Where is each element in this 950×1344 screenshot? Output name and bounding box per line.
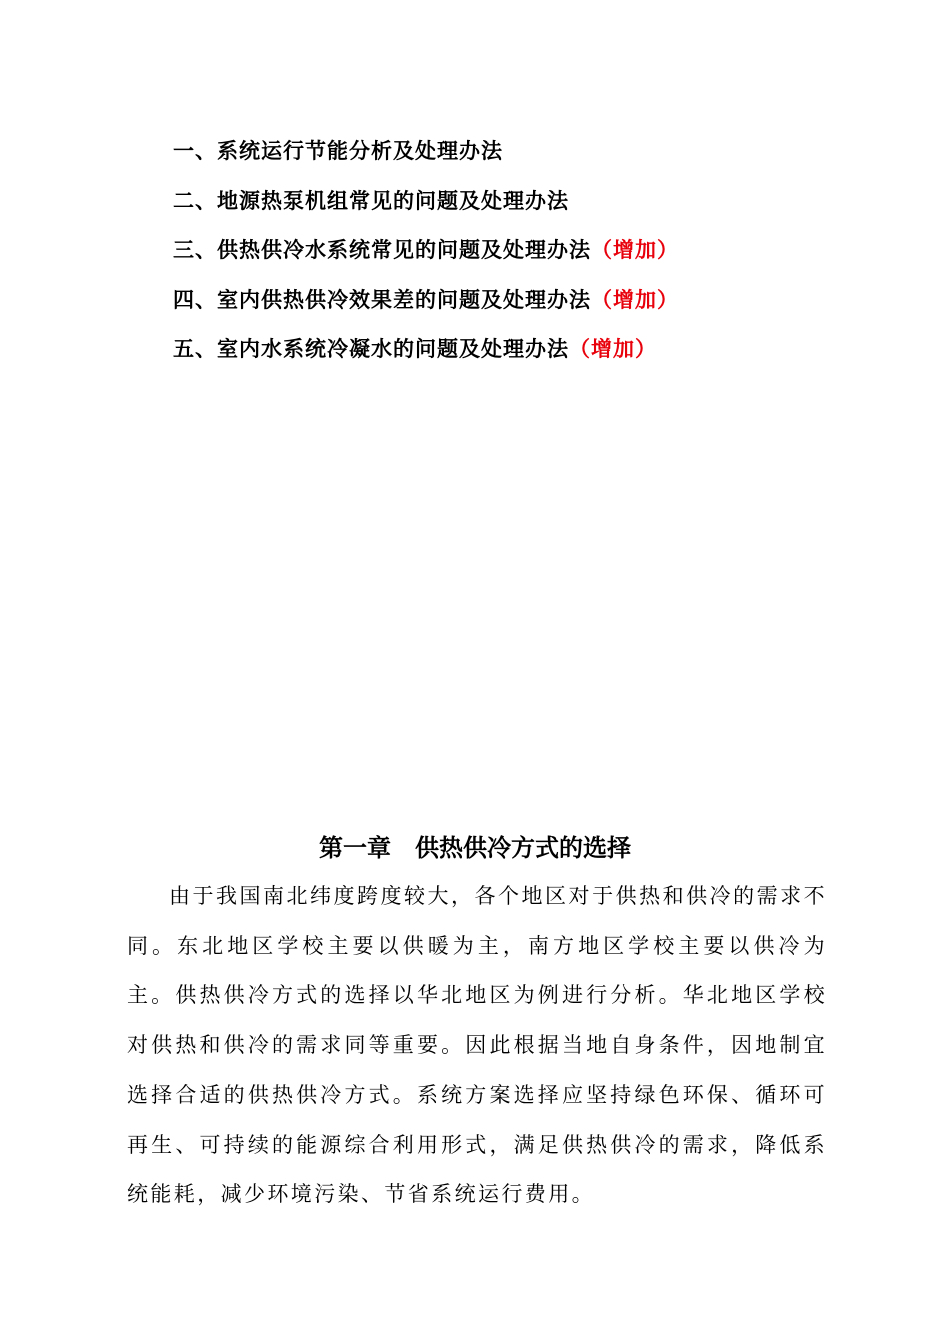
toc-item-note-added: （增加） (591, 286, 679, 312)
toc-item-3 (173, 229, 873, 279)
toc-item-text: 四、室内供热供冷效果差的问题及处理办法 (173, 286, 591, 312)
toc-item-text: 五、室内水系统冷凝水的问题及处理办法 (173, 336, 569, 361)
chapter-title: 第一章 供热供冷方式的选择 (319, 834, 631, 862)
toc-item-note-added: （增加） (569, 336, 657, 361)
table-of-contents (173, 130, 873, 378)
toc-item-1 (173, 130, 873, 180)
toc-item-4 (173, 279, 873, 329)
chapter-paragraph: 由于我国南北纬度跨度较大，各个地区对于供热和供冷的需求不同。东北地区学校主要以供暖为主，南方地区学校主要以供冷为主。供热供冷方式的选择以华北地区为例进行分析。华北地区学校对供热和供冷的需求同等重要。因此根据当地自身条件，因地制宜选择合适的供热供冷方式。系统方案选择应坚持绿色环保、循环可再生、可持续的能源综合利用形式，满足供热供冷的需求，降低系统能耗，减少环境污染、节省系统运行费用。 (127, 884, 827, 1207)
toc-item-2 (173, 180, 873, 230)
toc-item-text: 一、系统运行节能分析及处理办法 (173, 138, 503, 163)
toc-item-text: 二、地源热泵机组常见的问题及处理办法 (173, 187, 569, 213)
toc-item-note-added: （增加） (591, 237, 679, 262)
toc-item-5 (173, 328, 873, 378)
toc-item-text: 三、供热供冷水系统常见的问题及处理办法 (173, 237, 591, 262)
